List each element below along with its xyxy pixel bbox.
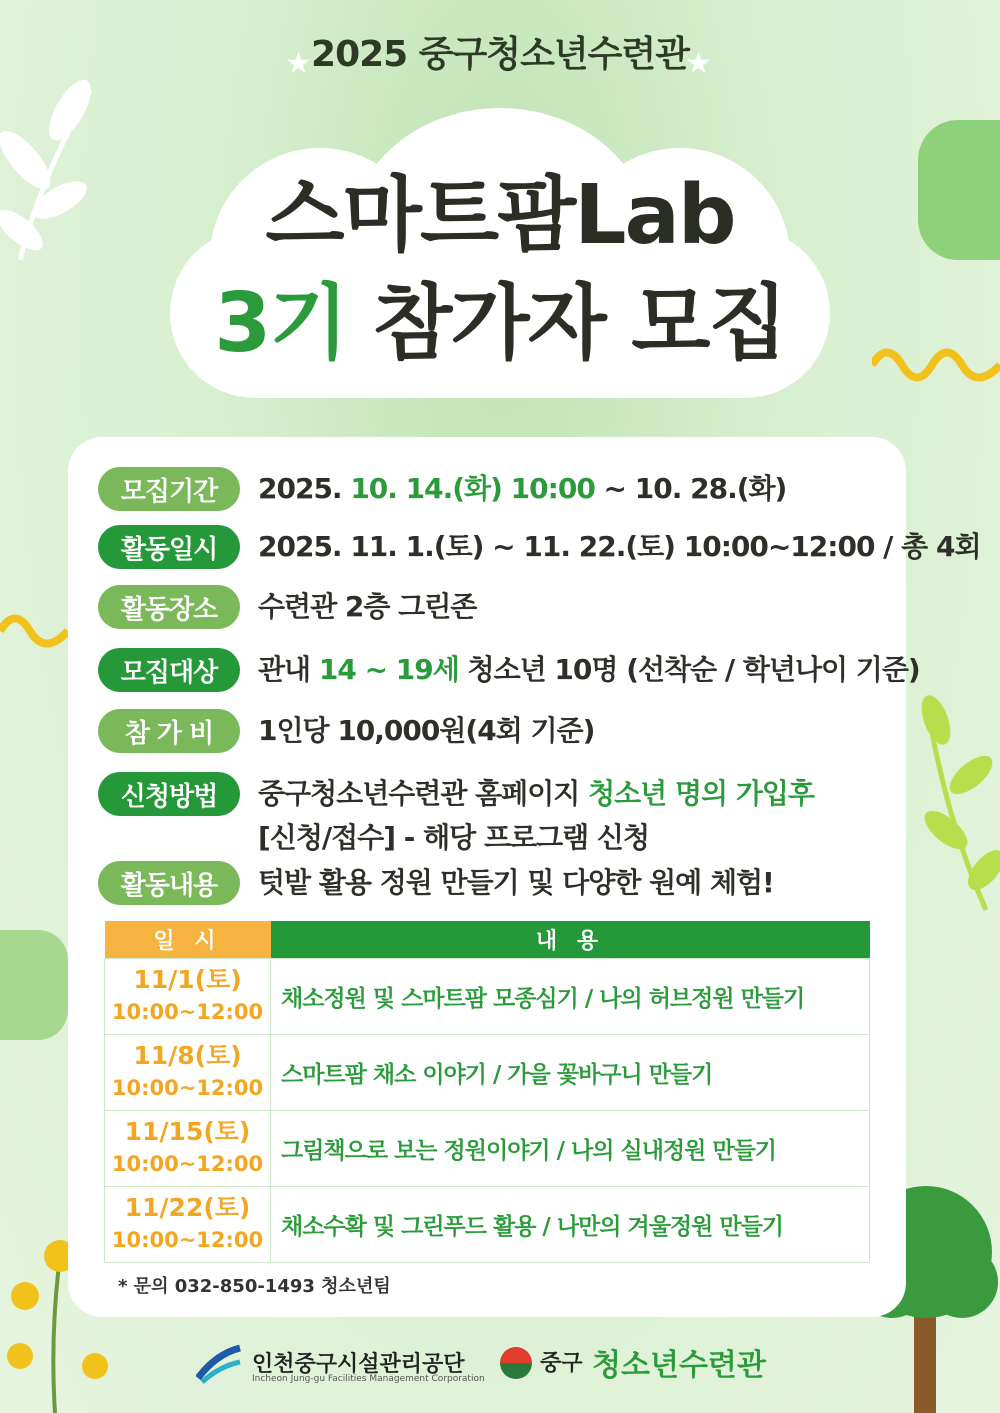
star-icon: ★ (285, 46, 312, 81)
info-value (258, 648, 920, 692)
schedule-content: 채소수확 및 그린푸드 활용 / 나만의 겨울정원 만들기 (271, 1186, 870, 1262)
schedule-header-date: 일 시 (105, 921, 271, 958)
schedule-table (104, 921, 870, 1263)
info-row (98, 525, 981, 569)
inquiry-contact: * 문의 032-850-1493 청소년팀 (118, 1276, 391, 1297)
facilities-corp-name-en: Incheon Jung-gu Facilities Management Corporation (252, 1374, 485, 1384)
info-value (258, 709, 594, 753)
schedule-time: 10:00~12:00 (111, 1152, 264, 1176)
schedule-date: 11/8(토) (133, 1041, 242, 1070)
info-label-badge: 참 가 비 (98, 709, 240, 753)
junggu-logo (500, 1347, 532, 1379)
info-value (258, 585, 476, 629)
info-label-badge: 활동내용 (98, 861, 240, 905)
info-value-part: 텃밭 활용 정원 만들기 및 다양한 원예 체험! (258, 866, 774, 899)
title-line2 (0, 258, 1000, 375)
info-label-badge: 모집대상 (98, 648, 240, 692)
info-value-part: 관내 (258, 653, 319, 686)
info-label-badge: 신청방법 (98, 772, 240, 816)
facilities-corp-logo (196, 1344, 242, 1384)
title-cohort: 3기 (214, 276, 347, 371)
junggu-name: 중구 (540, 1351, 583, 1376)
schedule-time: 10:00~12:00 (111, 1000, 264, 1024)
subtitle: 2025 중구청소년수련관 (311, 34, 689, 75)
info-row (98, 467, 786, 511)
schedule-date-cell (105, 1034, 271, 1110)
schedule-date-cell (105, 958, 271, 1034)
info-row (98, 861, 774, 905)
info-value (258, 467, 786, 511)
yellow-spiral-left (0, 606, 68, 656)
youth-center-name: 청소년수련관 (592, 1348, 766, 1383)
table-row (105, 958, 870, 1034)
info-row (98, 772, 814, 860)
info-value-part: 수련관 2층 그린존 (258, 590, 477, 623)
schedule-time: 10:00~12:00 (111, 1228, 264, 1252)
schedule-content: 채소정원 및 스마트팜 모종심기 / 나의 허브정원 만들기 (271, 958, 870, 1034)
info-value-part: 14 ~ 19세 (318, 653, 459, 686)
info-value (258, 525, 981, 569)
info-label-badge: 모집기간 (98, 467, 240, 511)
info-value-part: 2025. (258, 472, 351, 505)
info-label-badge: 활동일시 (98, 525, 240, 569)
facilities-corp-name: 인천중구시설관리공단 (252, 1352, 465, 1377)
green-bush-left (0, 930, 68, 1040)
schedule-content: 스마트팜 채소 이야기 / 가을 꽃바구니 만들기 (271, 1034, 870, 1110)
info-row (98, 585, 476, 629)
info-value-part: 10. 14.(화) 10:00 (350, 472, 595, 505)
schedule-date: 11/22(토) (124, 1193, 251, 1222)
info-value-part: 1인당 10,000원(4회 기준) (258, 714, 595, 747)
schedule-date-cell (105, 1186, 271, 1262)
table-row (105, 1110, 870, 1186)
info-value-line2: [신청/접수] - 해당 프로그램 신청 (258, 821, 650, 854)
schedule-date: 11/15(토) (124, 1117, 251, 1146)
info-value-part: 2025. 11. 1.(토) ~ 11. 22.(토) 10:00~12:00 / 총 4회 (258, 530, 981, 563)
info-row (98, 709, 594, 753)
title-recruit: 참가자 모집 (373, 276, 786, 371)
table-row (105, 1186, 870, 1262)
schedule-time: 10:00~12:00 (111, 1076, 264, 1100)
info-value-part: ~ 10. 28.(화) (594, 472, 787, 505)
info-row (98, 648, 920, 692)
schedule-date: 11/1(토) (133, 965, 242, 994)
info-value (258, 772, 814, 860)
info-value-part: 청소년 명의 가입후 (588, 777, 814, 810)
leaf-branch-right (906, 680, 1000, 920)
schedule-content: 그림책으로 보는 정원이야기 / 나의 실내정원 만들기 (271, 1110, 870, 1186)
info-value-part: 중구청소년수련관 홈페이지 (258, 777, 589, 810)
schedule-date-cell (105, 1110, 271, 1186)
schedule-header-content: 내 용 (271, 921, 870, 958)
info-value-part: 청소년 10명 (선착순 / 학년나이 기준) (458, 653, 920, 686)
info-value (258, 861, 774, 905)
title-line1: 스마트팜Lab (265, 168, 735, 263)
table-row (105, 1034, 870, 1110)
info-label-badge: 활동장소 (98, 585, 240, 629)
star-icon: ★ (685, 46, 712, 81)
